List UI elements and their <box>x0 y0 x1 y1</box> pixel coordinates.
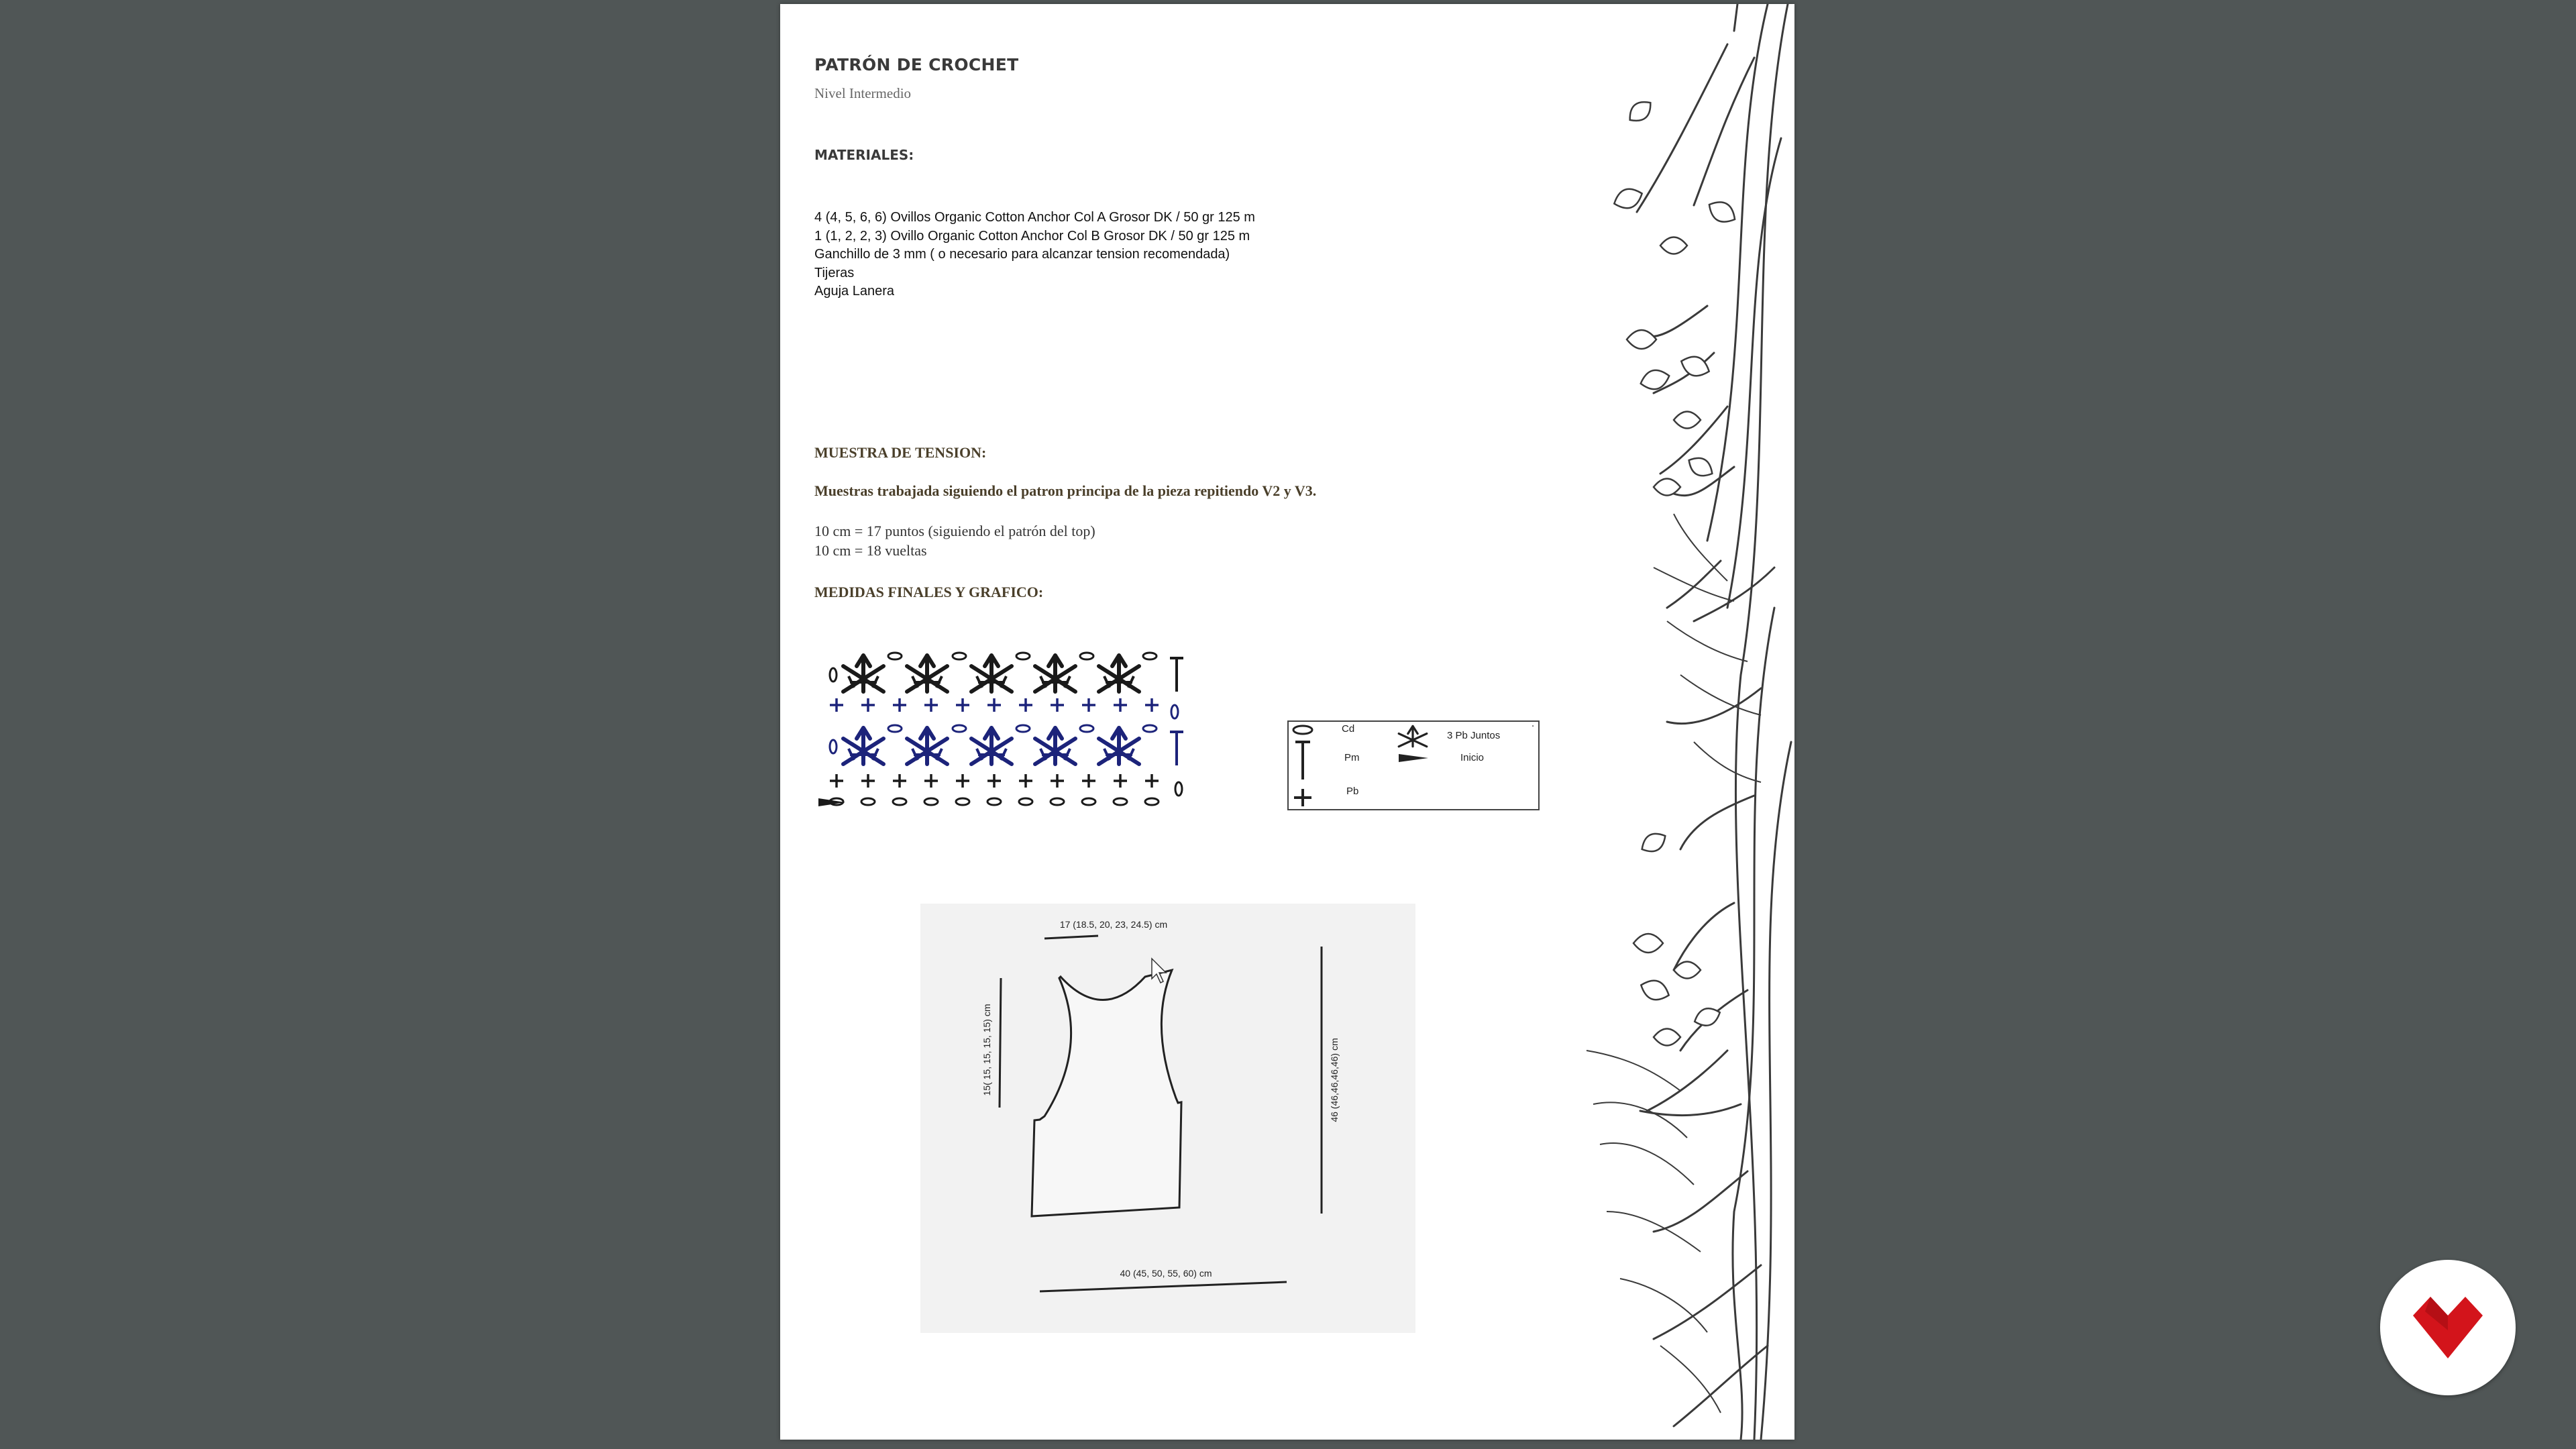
brand-logo-button[interactable] <box>2380 1260 2516 1395</box>
garment-outline <box>1032 970 1181 1216</box>
legend-corner-mark: . <box>1532 718 1535 729</box>
chart-foundation-chain <box>830 798 1159 805</box>
legend-label-pb: Pb <box>1346 786 1359 797</box>
materials-heading: MATERIALES: <box>814 147 914 163</box>
chart-legend <box>1287 720 1540 810</box>
legend-symbols <box>1289 722 1541 812</box>
page-title: PATRÓN DE CROCHET <box>814 55 1019 74</box>
red-heart-logo-icon <box>2413 1297 2483 1358</box>
difficulty-level: Nivel Intermedio <box>814 85 912 101</box>
legend-label-pm: Pm <box>1344 752 1360 763</box>
list-item: 4 (4, 5, 6, 6) Ovillos Organic Cotton Anchor Col A Grosor DK / 50 gr 125 m <box>814 210 1255 225</box>
tension-heading: MUESTRA DE TENSION: <box>814 444 987 461</box>
tension-stitches: 10 cm = 17 puntos (siguiendo el patrón del top) <box>814 523 1095 539</box>
list-item: 1 (1, 2, 2, 3) Ovillo Organic Cotton Anchor Col B Grosor DK / 50 gr 125 m <box>814 228 1250 244</box>
chart-row-1 <box>830 774 1182 796</box>
crochet-stitch-chart <box>814 645 1203 819</box>
tension-rows: 10 cm = 18 vueltas <box>814 542 927 559</box>
chain-symbol-icon <box>1293 726 1312 734</box>
legend-label-inicio: Inicio <box>1460 752 1485 763</box>
garment-schematic <box>920 904 1415 1333</box>
single-crochet-symbol-icon <box>1294 789 1311 806</box>
chart-row-2 <box>830 725 1183 765</box>
list-item: Aguja Lanera <box>814 284 894 299</box>
list-item: Ganchillo de 3 mm ( o necesario para alcanzar tension recomendada) <box>814 247 1230 262</box>
half-double-symbol-icon <box>1295 742 1310 780</box>
chart-row-3 <box>830 698 1178 718</box>
chart-row-4 <box>830 653 1183 692</box>
start-arrow-icon <box>1399 754 1428 762</box>
tension-note: Muestras trabajada siguiendo el patron principa de la pieza repitiendo V2 y V3. <box>814 482 1317 499</box>
document-page <box>780 4 1794 1440</box>
legend-label-3pb-juntos: 3 Pb Juntos <box>1447 730 1501 741</box>
measures-heading: MEDIDAS FINALES Y GRAFICO: <box>814 584 1044 600</box>
neck-measure: 17 (18.5, 20, 23, 24.5) cm <box>1059 919 1168 930</box>
width-measure: 40 (45, 50, 55, 60) cm <box>1120 1268 1212 1279</box>
materials-list <box>814 209 1255 301</box>
length-measure: 46 (46,46,46,46) cm <box>1329 1038 1340 1122</box>
legend-label-cd: Cd <box>1342 723 1355 735</box>
three-sc-together-symbol-icon <box>1399 726 1427 746</box>
list-item: Tijeras <box>814 265 855 280</box>
armhole-measure: 15( 15, 15, 15, 15) cm <box>981 1004 992 1096</box>
floral-border-illustration <box>1573 4 1794 1440</box>
